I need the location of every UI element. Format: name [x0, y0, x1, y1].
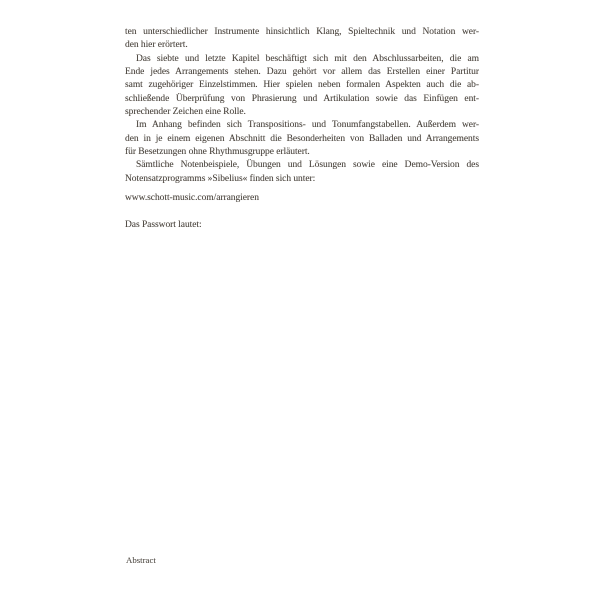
body-text-line: Sämtliche Notenbeispiele, Übungen und Lösungen sowie eine Demo-Version des: [136, 160, 479, 171]
body-text-line: Im Anhang befinden sich Transpositions- und Tonumfangstabellen. Außerdem wer-: [136, 120, 479, 131]
body-text-line: den in je einem eigenen Abschnitt die Besonderheiten von Balladen und Arrangements: [125, 133, 479, 144]
body-text-line: ten unterschiedlicher Instrumente hinsichtlich Klang, Spieltechnik und Notation wer-: [125, 27, 479, 37]
body-text-line: samt zugehöriger Einzelstimmen. Hier spielen neben formalen Aspekten auch die ab-: [125, 80, 479, 91]
body-text-line: schließende Überprüfung von Phrasierung und Artikulation sowie das Einfügen ent-: [125, 93, 479, 104]
body-text-line: Das siebte und letzte Kapitel beschäftigt sich mit den Abschlussarbeiten, die am: [136, 53, 479, 64]
body-text-line: sprechender Zeichen eine Rolle.: [125, 107, 246, 118]
abstract-text-block: [125, 26, 479, 186]
website-url: www.schott-music.com/arrangieren: [125, 193, 259, 203]
body-text-line: Notensatzprogramms »Sibelius« finden sich unter:: [125, 173, 316, 184]
body-text-line: den hier erörtert.: [125, 40, 188, 51]
body-text-line: Ende jedes Arrangements stehen. Dazu gehört vor allem das Erstellen einer Partitur: [125, 67, 479, 78]
password-prompt: Das Passwort lautet:: [125, 220, 202, 230]
body-text-line: für Besetzungen ohne Rhythmusgruppe erläutert.: [125, 147, 310, 158]
footer-section-label: Abstract: [126, 555, 156, 565]
